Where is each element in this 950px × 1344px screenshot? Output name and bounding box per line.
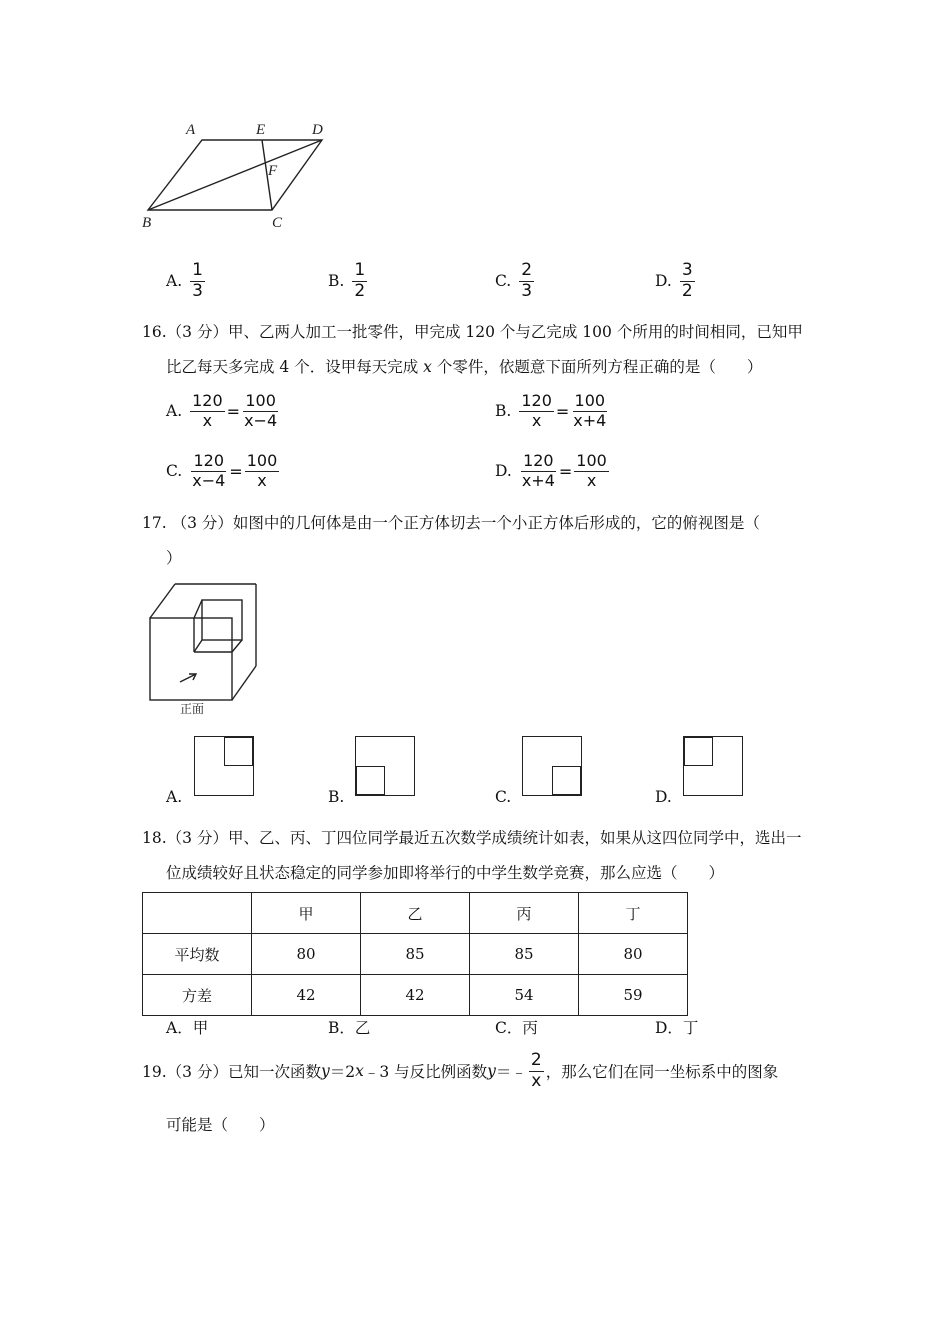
- table-header-row: 甲 乙 丙 丁: [143, 893, 688, 934]
- q18-option-b[interactable]: B．乙: [328, 1019, 371, 1037]
- q16-option-b[interactable]: B. $\frac{120}{x}$ = $\frac{100}{x+4}$: [495, 391, 607, 430]
- q17-stem-line1: 17. （3 分）如图中的几何体是由一个正方体切去一个小正方体后形成的，它的俯视图是（: [142, 514, 760, 532]
- inner-square: [224, 737, 253, 766]
- front-label: 正面: [180, 702, 205, 716]
- fraction: $\frac{3}{2}$: [681, 260, 693, 301]
- q16-option-a[interactable]: A. $\frac{120}{x}$ = $\frac{100}{x-4}$: [166, 391, 278, 430]
- point-label-f: F: [268, 163, 278, 179]
- inner-square: [684, 737, 713, 766]
- q18-option-a[interactable]: A．甲: [166, 1019, 209, 1037]
- point-label-a: A: [186, 122, 196, 138]
- q17-option-d-view[interactable]: [683, 736, 743, 796]
- q16-option-c[interactable]: C. $\frac{120}{x-4}$ = $\frac{100}{x}$: [166, 451, 278, 490]
- q17-option-a-label[interactable]: A.: [166, 788, 183, 806]
- equation: $\frac{120}{x-4}$ = $\frac{100}{x}$: [192, 451, 278, 490]
- parallelogram-figure: [138, 118, 338, 233]
- equation: $\frac{120}{x}$ = $\frac{100}{x+4}$: [521, 391, 607, 430]
- point-label-d: D: [312, 122, 323, 138]
- fraction: $\frac{1}{2}$: [354, 260, 366, 301]
- q19-stem-line1: 19.（3 分）已知一次函数 y ＝2 x ﹣3 与反比例函数 y ＝﹣ $\frac{2}{x}$ ，那么它们在同一坐标系中的图象: [142, 1050, 779, 1091]
- q18-stem-line1: 18.（3 分）甲、乙、丙、丁四位同学最近五次数学成绩统计如表，如果从这四位同学中，选出一: [142, 829, 802, 847]
- q15-option-c[interactable]: C. $\frac{2}{3}$: [495, 260, 533, 301]
- q18-option-d[interactable]: D．丁: [655, 1019, 699, 1037]
- table-row: 方差 42 42 54 59: [143, 975, 688, 1016]
- q16-stem-line1: 16.（3 分）甲、乙两人加工一批零件，甲完成 120 个与乙完成 100 个所用的时间相同，已知甲: [142, 323, 803, 341]
- q15-option-b[interactable]: B. $\frac{1}{2}$: [328, 260, 366, 301]
- point-label-b: B: [142, 215, 152, 231]
- fraction: $\frac{1}{3}$: [192, 260, 203, 301]
- q15-option-a[interactable]: A. $\frac{1}{3}$: [166, 260, 203, 301]
- fraction: $\frac{2}{3}$: [521, 260, 533, 301]
- inner-square: [356, 766, 385, 795]
- q17-option-b-label[interactable]: B.: [328, 788, 345, 806]
- table-row: 平均数 80 85 85 80: [143, 934, 688, 975]
- q16-stem-line2: 比乙每天多完成 4 个．设甲每天完成 x 个零件，依题意下面所列方程正确的是（ ）: [166, 358, 763, 376]
- equation: $\frac{120}{x}$ = $\frac{100}{x-4}$: [192, 391, 278, 430]
- score-table: [142, 892, 688, 1016]
- q17-option-b-view[interactable]: [355, 736, 415, 796]
- q16-option-d[interactable]: D. $\frac{120}{x+4}$ = $\frac{100}{x}$: [495, 451, 607, 490]
- point-label-c: C: [272, 215, 283, 231]
- q17-option-c-label[interactable]: C.: [495, 788, 512, 806]
- q17-option-d-label[interactable]: D.: [655, 788, 672, 806]
- q17-stem-line2: ）: [166, 549, 182, 567]
- q18-stem-line2: 位成绩较好且状态稳定的同学参加即将举行的中学生数学竞赛，那么应选（ ）: [166, 864, 725, 882]
- q17-option-a-view[interactable]: [194, 736, 254, 796]
- equation: $\frac{120}{x+4}$ = $\frac{100}{x}$: [521, 451, 607, 490]
- fraction: $\frac{2}{x}$: [530, 1050, 542, 1091]
- cube-figure: [140, 578, 270, 718]
- q18-option-c[interactable]: C．丙: [495, 1019, 538, 1037]
- q17-option-c-view[interactable]: [522, 736, 582, 796]
- inner-square: [552, 766, 581, 795]
- q19-stem-line2: 可能是（ ）: [166, 1116, 275, 1134]
- q15-option-d[interactable]: D. $\frac{3}{2}$: [655, 260, 693, 301]
- point-label-e: E: [256, 122, 266, 138]
